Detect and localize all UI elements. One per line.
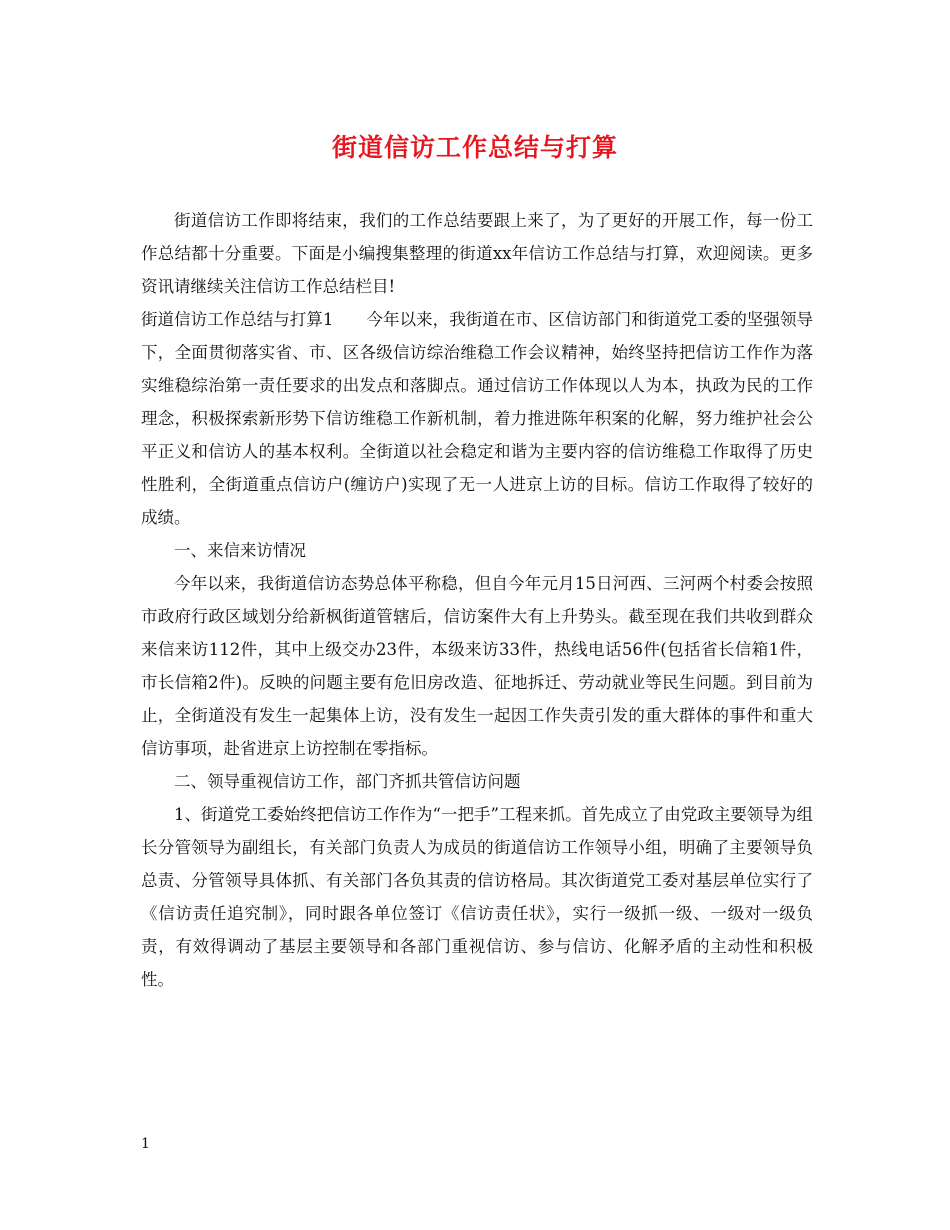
letters-visits-paragraph: 今年以来，我街道信访态势总体平称稳，但自今年元月15日河西、三河两个村委会按照市政府行政区域划分给新枫街道管辖后，信访案件大有上升势头。截至现在我们共收到群众来信来访112件，其中上级交办23件，本级来访33件，热线电话56件(包括省长信箱1件，市长信箱2件)。反映的问题主要有危旧房改造、征地拆迁、劳动就业等民生问题。到目前为止，全街道没有发生一起集体上访，没有发生一起因工作失责引发的重大群体的事件和重大信访事项，赴省进京上访控制在零指标。 [141, 574, 813, 758]
intro-paragraph: 街道信访工作即将结束，我们的工作总结要跟上来了，为了更好的开展工作，每一份工作总结都十分重要。下面是小编搜集整理的街道xx年信访工作总结与打算，欢迎阅读。更多资讯请继续关注信访工作总结栏目! [141, 211, 813, 296]
section-heading-leadership: 二、领导重视信访工作，部门齐抓共管信访问题 [174, 772, 521, 791]
section-heading-letters-visits: 一、来信来访情况 [174, 541, 306, 560]
page-number: 1 [141, 1136, 150, 1152]
leadership-paragraph: 1、街道党工委始终把信访工作作为“一把手”工程来抓。首先成立了由党政主要领导为组长分管领导为副组长，有关部门负责人为成员的街道信访工作领导小组，明确了主要领导负总责、分管领导具体抓、有关部门各负其责的信访格局。其次街道党工委对基层单位实行了《信访责任追究制》，同时跟各单位签订《信访责任状》，实行一级抓一级、一级对一级负责，有效得调动了基层主要领导和各部门重视信访、参与信访、化解矛盾的主动性和积极性。 [141, 805, 813, 989]
document-title: 街道信访工作总结与打算 [331, 133, 618, 162]
document-body [141, 204, 813, 996]
summary-paragraph: 街道信访工作总结与打算1 今年以来，我街道在市、区信访部门和街道党工委的坚强领导下，全面贯彻落实省、市、区各级信访综治维稳工作会议精神，始终坚持把信访工作作为落实维稳综治第一责任要求的出发点和落脚点。通过信访工作体现以人为本，执政为民的工作理念，积极探索新形势下信访维稳工作新机制，着力推进陈年积案的化解，努力维护社会公平正义和信访人的基本权利。全街道以社会稳定和谐为主要内容的信访维稳工作取得了历史性胜利，全街道重点信访户(缠访户)实现了无一人进京上访的目标。信访工作取得了较好的成绩。 [141, 310, 813, 527]
